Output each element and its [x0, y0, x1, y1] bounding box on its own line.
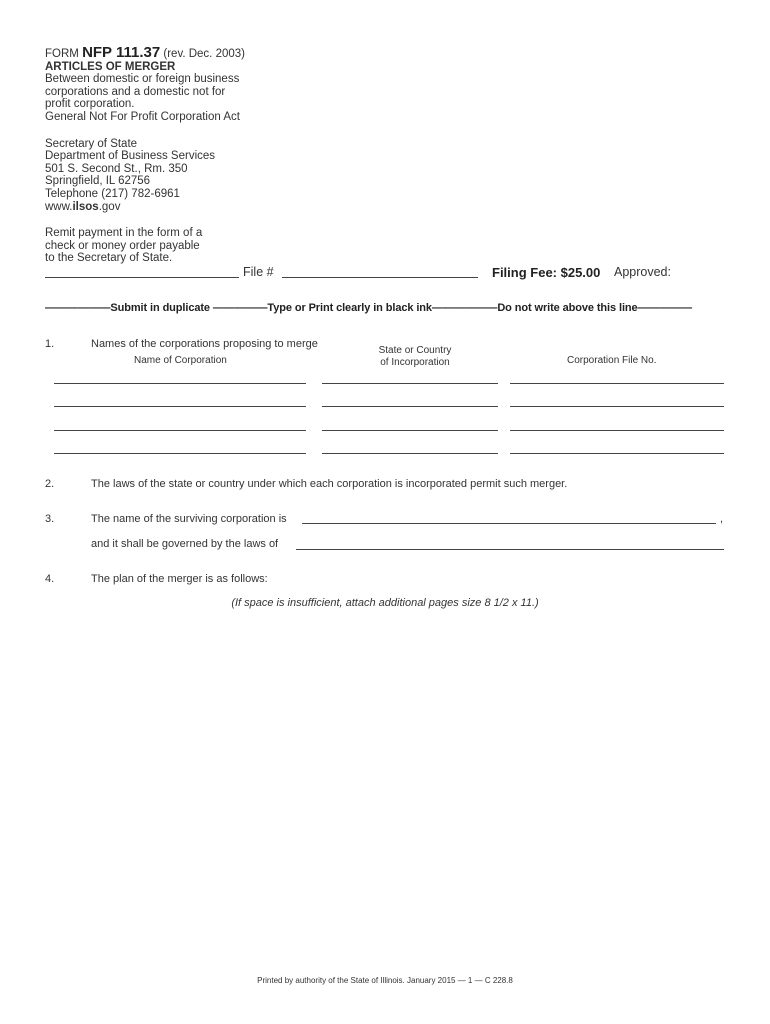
item-1-text: Names of the corporations proposing to merge	[91, 338, 318, 350]
form-revision: (rev. Dec. 2003)	[163, 48, 245, 60]
corp-fileno-blank-2[interactable]	[510, 406, 724, 407]
web-bold: ilsos	[72, 200, 99, 213]
item-3-number: 3.	[45, 513, 55, 525]
address-line: Springfield, IL 62756	[45, 175, 151, 188]
corp-name-blank-2[interactable]	[54, 406, 306, 407]
form-number: NFP 111.37	[82, 44, 161, 61]
item-2-number: 2.	[45, 478, 55, 490]
desc-line: Between domestic or foreign business	[45, 73, 240, 86]
corp-fileno-blank-3[interactable]	[510, 430, 724, 431]
file-number-label: File #	[243, 265, 274, 279]
column-header-name: Name of Corporation	[134, 355, 227, 366]
corp-fileno-blank-4[interactable]	[510, 453, 724, 454]
footer-text: Printed by authority of the State of Illinois. January 2015 — 1 — C 228.8	[257, 976, 513, 985]
file-number-blank[interactable]	[282, 277, 478, 278]
item-3-text: The name of the surviving corporation is	[91, 513, 287, 525]
form-header	[45, 44, 245, 265]
corp-state-blank-4[interactable]	[322, 453, 498, 454]
desc-line: General Not For Profit Corporation Act	[45, 110, 240, 123]
filed-date-blank[interactable]	[45, 277, 239, 278]
item-4-text: The plan of the merger is as follows:	[91, 573, 268, 585]
governing-law-blank[interactable]	[296, 549, 724, 550]
address-line: Telephone (217) 782-6961	[45, 187, 180, 200]
form-title: ARTICLES OF MERGER	[45, 60, 176, 73]
corp-name-blank-3[interactable]	[54, 430, 306, 431]
corp-state-blank-1[interactable]	[322, 383, 498, 384]
address-line: Department of Business Services	[45, 150, 216, 163]
column-header-state-1: State or Country	[378, 345, 452, 356]
remit-line: to the Secretary of State.	[45, 252, 173, 265]
corp-state-blank-2[interactable]	[322, 406, 498, 407]
filing-fee-label: Filing Fee: $25.00	[492, 265, 601, 280]
desc-line: corporations and a domestic not for	[45, 85, 226, 98]
address-line: Secretary of State	[45, 137, 138, 150]
corp-state-blank-3[interactable]	[322, 430, 498, 431]
surviving-corporation-blank[interactable]	[302, 523, 716, 524]
web-suffix: .gov	[98, 200, 121, 213]
instruction-banner: ——————Submit in duplicate —————Type or Print clearly in black ink——————Do not write above this line—————	[45, 302, 693, 314]
corp-fileno-blank-1[interactable]	[510, 383, 724, 384]
item-1-number: 1.	[45, 338, 55, 350]
corp-name-blank-4[interactable]	[54, 453, 306, 454]
website-link[interactable]	[45, 201, 245, 214]
governed-by-text: and it shall be governed by the laws of	[91, 538, 279, 550]
address-line: 501 S. Second St., Rm. 350	[45, 162, 188, 175]
item-4-number: 4.	[45, 573, 55, 585]
form-id-line	[45, 44, 245, 61]
column-header-file-no: Corporation File No.	[567, 355, 657, 366]
column-header-state-2: of Incorporation	[380, 357, 450, 368]
form-prefix: FORM	[45, 48, 79, 60]
web-prefix: www.	[45, 200, 73, 213]
item-2-text: The laws of the state or country under which each corporation is incorporated permit such merger.	[91, 478, 568, 490]
corp-name-blank-1[interactable]	[54, 383, 306, 384]
approved-label: Approved:	[614, 265, 671, 279]
remit-line: Remit payment in the form of a	[45, 227, 203, 240]
remit-line: check or money order payable	[45, 239, 200, 252]
item-3-comma: ,	[720, 513, 724, 525]
desc-line: profit corporation.	[45, 98, 135, 111]
item-4-note: (If space is insufficient, attach additional pages size 8 1/2 x 11.)	[231, 597, 539, 609]
